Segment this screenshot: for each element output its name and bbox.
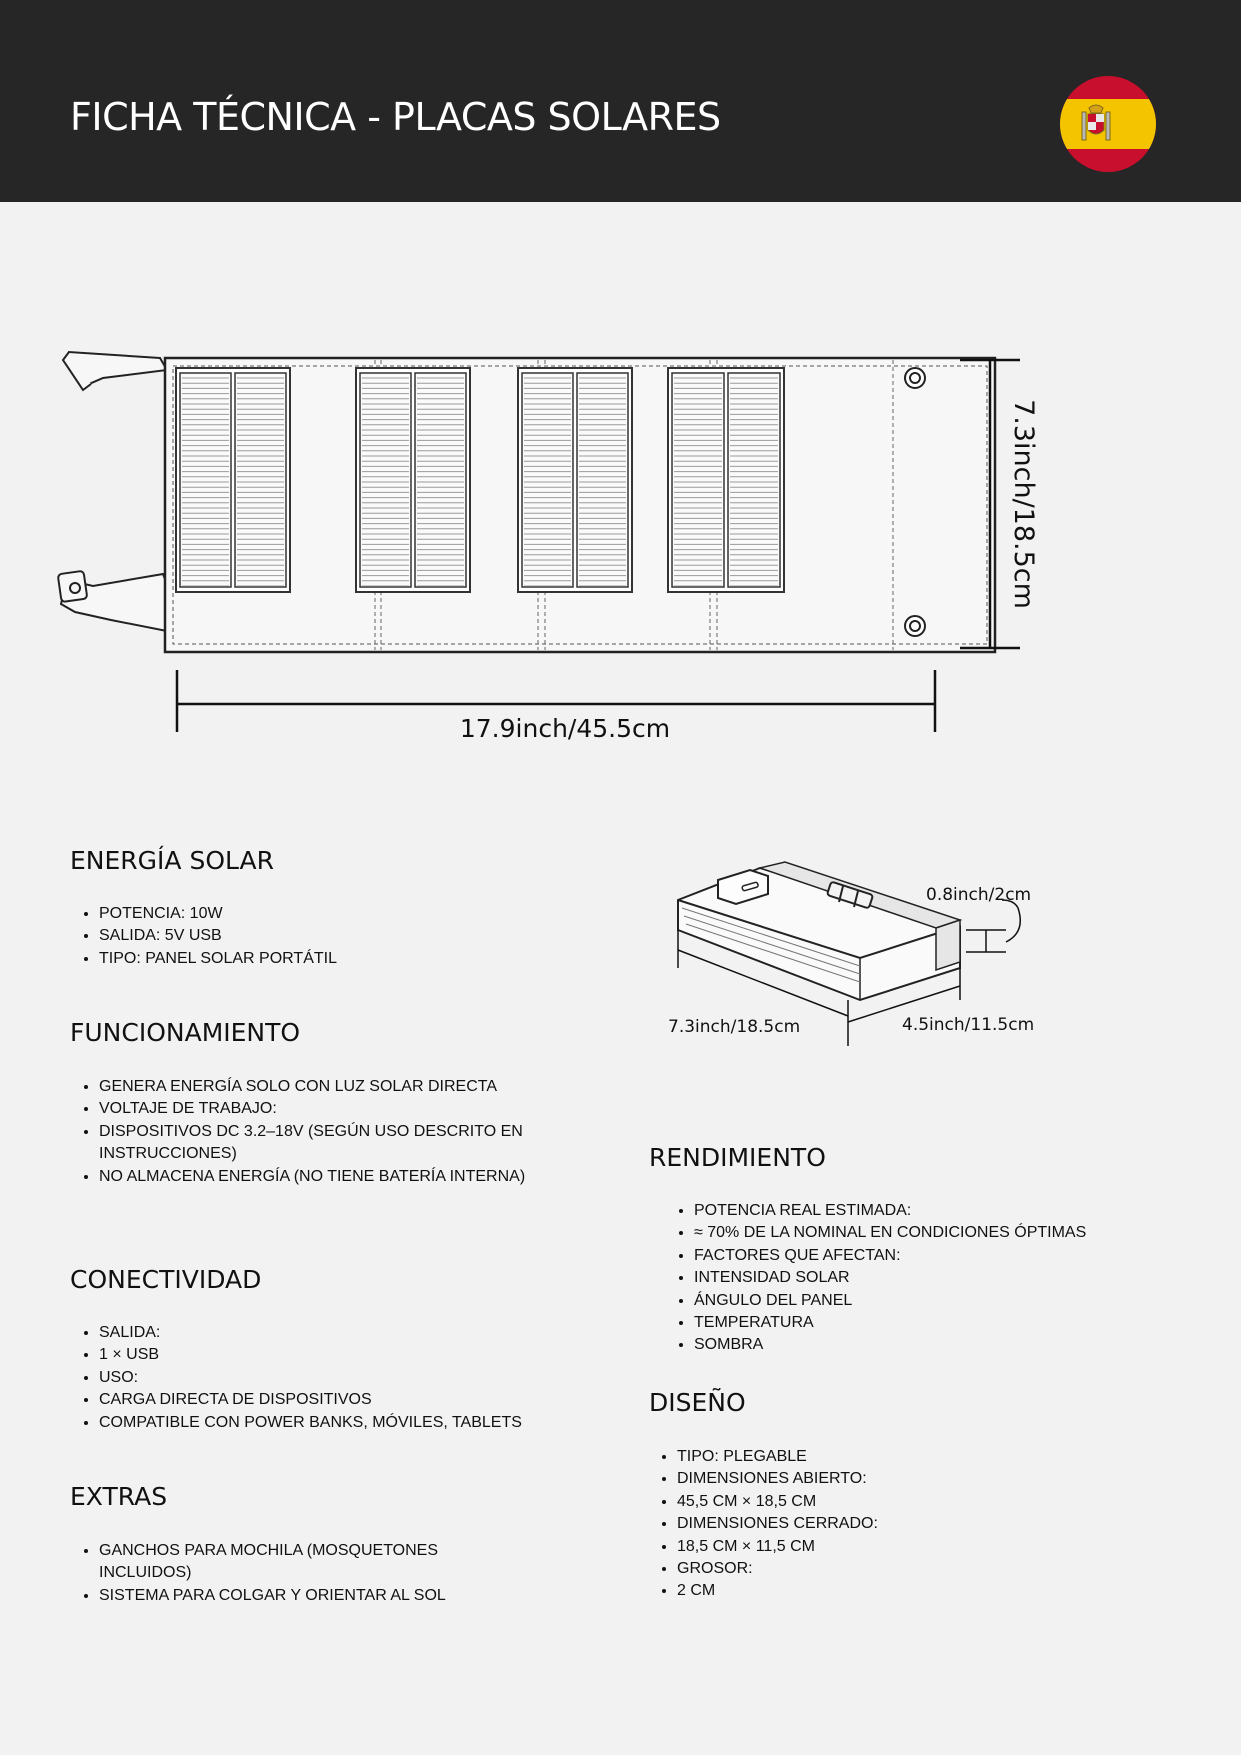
list-item: • INTENSIDAD SOLAR bbox=[694, 1267, 1154, 1289]
grommet-bottom bbox=[905, 616, 925, 636]
width-label: 17.9inch/45.5cm bbox=[459, 714, 671, 743]
strap-top bbox=[63, 352, 167, 390]
list-item: • DIMENSIONES CERRADO: bbox=[677, 1513, 1097, 1535]
list-item: • TEMPERATURA bbox=[694, 1312, 1154, 1334]
section-title-extras: EXTRAS bbox=[70, 1482, 168, 1511]
length-label: 7.3inch/18.5cm bbox=[668, 1017, 801, 1037]
list-item: • COMPATIBLE CON POWER BANKS, MÓVILES, TABLETS bbox=[99, 1412, 599, 1434]
list-item: • CARGA DIRECTA DE DISPOSITIVOS bbox=[99, 1389, 599, 1411]
list-item: • 45,5 CM × 18,5 CM bbox=[677, 1491, 1097, 1513]
list-item: • USO: bbox=[99, 1367, 599, 1389]
thickness-label: 0.8inch/2cm bbox=[926, 885, 1032, 905]
section-title-diseno: DISEÑO bbox=[649, 1388, 746, 1417]
list-extras bbox=[70, 1540, 489, 1607]
list-item: • SISTEMA PARA COLGAR Y ORIENTAR AL SOL bbox=[99, 1585, 489, 1607]
page-title: FICHA TÉCNICA - PLACAS SOLARES bbox=[70, 95, 721, 139]
list-item: • DIMENSIONES ABIERTO: bbox=[677, 1468, 1097, 1490]
list-funcionamiento bbox=[70, 1076, 589, 1188]
list-item: • VOLTAJE DE TRABAJO: bbox=[99, 1098, 589, 1120]
header-bar bbox=[0, 0, 1241, 202]
list-item: • DISPOSITIVOS DC 3.2–18V (SEGÚN USO DESCRITO EN INSTRUCCIONES) bbox=[99, 1121, 589, 1166]
section-title-energia: ENERGÍA SOLAR bbox=[70, 846, 274, 875]
list-item: • GANCHOS PARA MOCHILA (MOSQUETONES INCLUIDOS) bbox=[99, 1540, 489, 1585]
list-item: • 18,5 CM × 11,5 CM bbox=[677, 1536, 1097, 1558]
height-label: 7.3inch/18.5cm bbox=[1008, 399, 1039, 609]
list-item: • ≈ 70% DE LA NOMINAL EN CONDICIONES ÓPTIMAS bbox=[694, 1222, 1154, 1244]
list-item: • 1 × USB bbox=[99, 1344, 599, 1366]
list-item: • POTENCIA: 10W bbox=[99, 903, 589, 925]
list-item: • NO ALMACENA ENERGÍA (NO TIENE BATERÍA INTERNA) bbox=[99, 1166, 589, 1188]
list-energia bbox=[70, 903, 589, 970]
list-item: • 2 CM bbox=[677, 1580, 1097, 1602]
spain-flag-icon bbox=[1058, 74, 1158, 174]
grommet-top bbox=[905, 368, 925, 388]
list-diseno bbox=[648, 1446, 1097, 1603]
list-item: • POTENCIA REAL ESTIMADA: bbox=[694, 1200, 1154, 1222]
list-item: • SOMBRA bbox=[694, 1334, 1154, 1356]
open-panel-diagram bbox=[55, 330, 1055, 750]
folded-panel-diagram bbox=[660, 850, 1060, 1050]
width-label-folded: 4.5inch/11.5cm bbox=[902, 1015, 1035, 1035]
list-item: • FACTORES QUE AFECTAN: bbox=[694, 1245, 1154, 1267]
list-item: • ÁNGULO DEL PANEL bbox=[694, 1290, 1154, 1312]
list-item: • SALIDA: bbox=[99, 1322, 599, 1344]
section-title-funcionamiento: FUNCIONAMIENTO bbox=[70, 1018, 301, 1047]
list-item: • GENERA ENERGÍA SOLO CON LUZ SOLAR DIRECTA bbox=[99, 1076, 589, 1098]
list-item: • SALIDA: 5V USB bbox=[99, 925, 589, 947]
list-item: • TIPO: PLEGABLE bbox=[677, 1446, 1097, 1468]
list-rendimiento bbox=[665, 1200, 1154, 1357]
list-item: • GROSOR: bbox=[677, 1558, 1097, 1580]
section-title-conectividad: CONECTIVIDAD bbox=[70, 1265, 262, 1294]
list-conectividad bbox=[70, 1322, 599, 1434]
list-item: • TIPO: PANEL SOLAR PORTÁTIL bbox=[99, 948, 589, 970]
section-title-rendimiento: RENDIMIENTO bbox=[649, 1143, 826, 1172]
